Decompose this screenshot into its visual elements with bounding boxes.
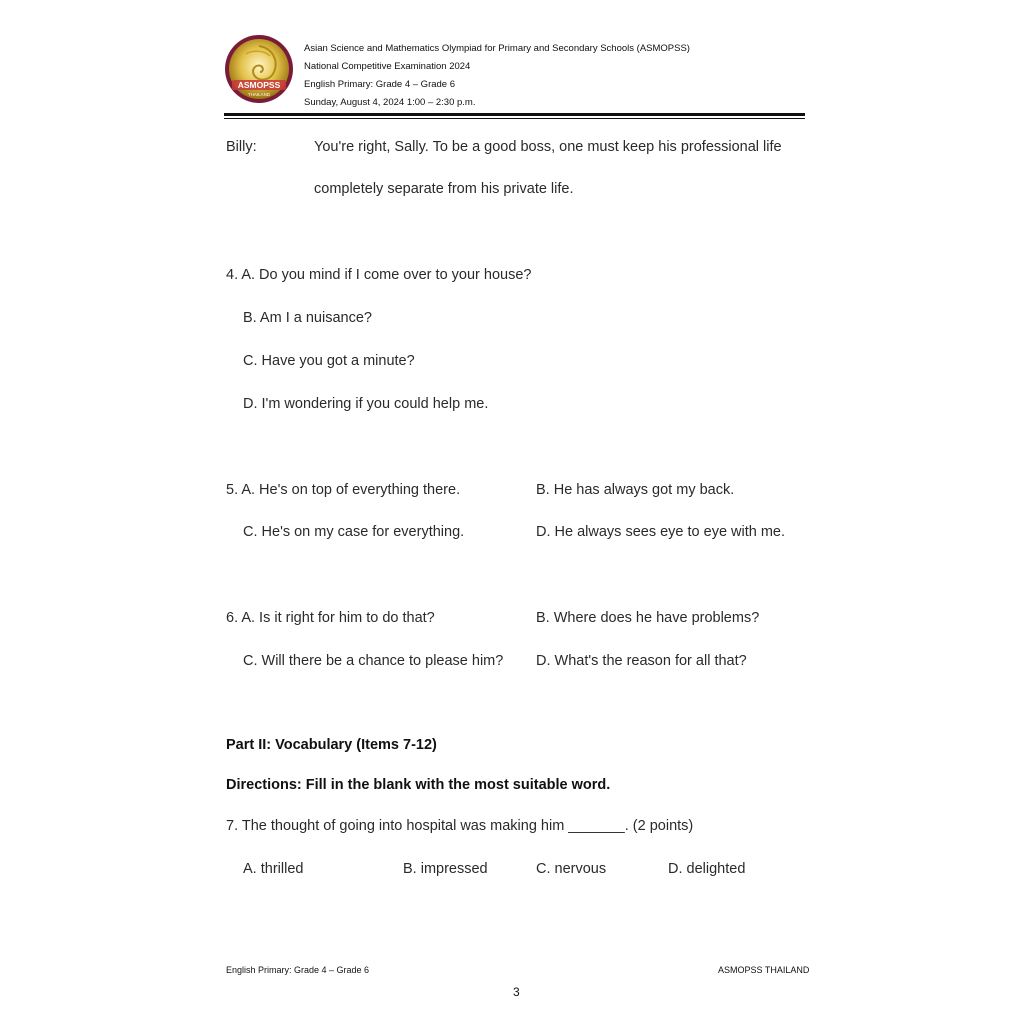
q4-option-c: C. Have you got a minute? — [243, 353, 415, 369]
dialogue-speaker: Billy: — [226, 139, 257, 155]
q6-option-c: C. Will there be a chance to please him? — [243, 653, 504, 669]
header-exam-name: National Competitive Examination 2024 — [304, 61, 471, 72]
header-rule-thick — [224, 113, 805, 116]
dialogue-line-2: completely separate from his private life. — [314, 181, 574, 197]
header-date: Sunday, August 4, 2024 1:00 – 2:30 p.m. — [304, 97, 476, 108]
header-rule-thin — [224, 118, 805, 119]
q7-stem: 7. The thought of going into hospital was making him _______. (2 points) — [226, 818, 694, 834]
header-subject: English Primary: Grade 4 – Grade 6 — [304, 79, 456, 90]
q5-option-a: 5. A. He's on top of everything there. — [226, 482, 461, 498]
dialogue-line-1: You're right, Sally. To be a good boss, one must keep his professional life — [314, 139, 782, 155]
footer-organization: ASMOPSS THAILAND — [718, 965, 810, 975]
q5-option-c: C. He's on my case for everything. — [243, 524, 465, 540]
part2-directions: Directions: Fill in the blank with the most suitable word. — [226, 777, 611, 793]
q7-option-d: D. delighted — [668, 861, 746, 877]
asmopss-logo — [224, 34, 294, 104]
logo-subtext: THAILAND — [247, 92, 271, 97]
q4-option-d: D. I'm wondering if you could help me. — [243, 396, 489, 412]
q4-option-a: 4. A. Do you mind if I come over to your house? — [226, 267, 532, 283]
logo-text: ASMOPSS — [237, 80, 281, 90]
q7-option-c: C. nervous — [536, 861, 607, 877]
q5-option-d: D. He always sees eye to eye with me. — [536, 524, 786, 540]
q6-option-a: 6. A. Is it right for him to do that? — [226, 610, 435, 626]
page-number: 3 — [513, 985, 520, 999]
q6-option-d: D. What's the reason for all that? — [536, 653, 747, 669]
q5-option-b: B. He has always got my back. — [536, 482, 735, 498]
q4-option-b: B. Am I a nuisance? — [243, 310, 372, 326]
q7-option-a: A. thrilled — [243, 861, 304, 877]
part2-title: Part II: Vocabulary (Items 7-12) — [226, 737, 437, 753]
q6-option-b: B. Where does he have problems? — [536, 610, 760, 626]
footer-subject: English Primary: Grade 4 – Grade 6 — [226, 965, 370, 975]
q7-option-b: B. impressed — [403, 861, 488, 877]
header-organization: Asian Science and Mathematics Olympiad for Primary and Secondary Schools (ASMOPSS) — [304, 43, 690, 54]
